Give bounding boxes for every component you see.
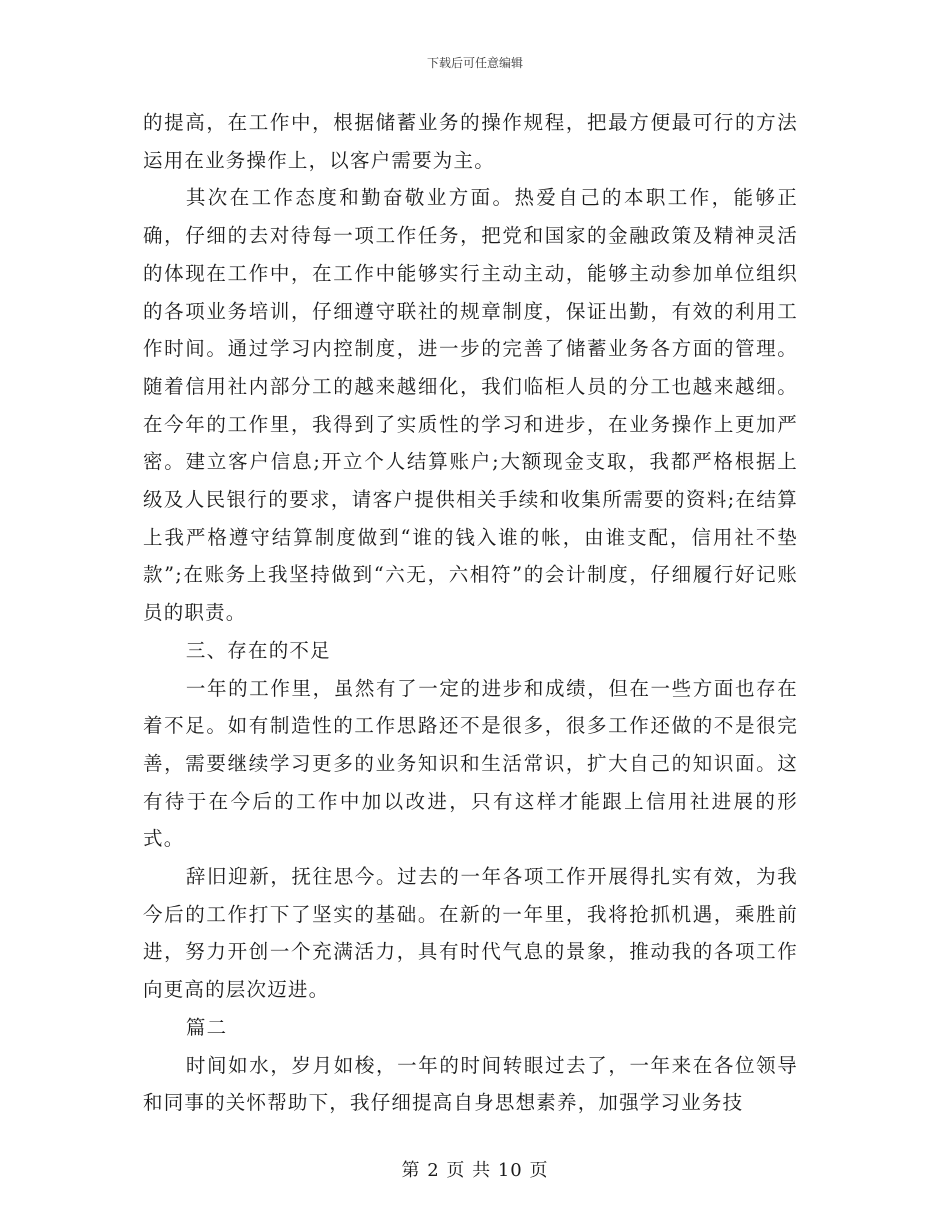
- page-footer: 第 2 页 共 10 页: [401, 1160, 549, 1181]
- document-body: [143, 104, 798, 1122]
- section-heading-shortcomings: 三、存在的不足: [185, 638, 331, 662]
- page-header: 下载后可任意编辑: [426, 56, 523, 70]
- paragraph-shortcomings: 一年的工作里，虽然有了一定的进步和成绩，但在一些方面也存在着不足。如有制造性的工作思路还不是很多，很多工作还做的不是很完善，需要继续学习更多的业务知识和生活常识，扩大自己的知识面。这有待于在今后的工作中加以改进，只有这样才能跟上信用社进展的形式。: [143, 676, 798, 851]
- paragraph-part-two-intro: 时间如水，岁月如梭，一年的时间转眼过去了，一年来在各位领导和同事的关怀帮助下，我仔细提高自身思想素养，加强学习业务技: [143, 1053, 798, 1115]
- paragraph-work-attitude: 其次在工作态度和勤奋敬业方面。热爱自己的本职工作，能够正确，仔细的去对待每一项工作任务，把党和国家的金融政策及精神灵活的体现在工作中，在工作中能够实行主动主动，能够主动参加单位组织的各项业务培训，仔细遵守联社的规章制度，保证出勤，有效的利用工作时间。通过学习内控制度，进一步的完善了储蓄业务各方面的管理。随着信用社内部分工的越来越细化，我们临柜人员的分工也越来越细。在今年的工作里，我得到了实质性的学习和进步，在业务操作上更加严密。建立客户信息;开立个人结算账户;大额现金支取，我都严格根据上级及人民银行的要求，请客户提供相关手续和收集所需要的资料;在结算上我严格遵守结算制度做到“谁的钱入谁的帐，由谁支配，信用社不垫款”;在账务上我坚持做到“六无，六相符”的会计制度，仔细履行好记账员的职责。: [143, 186, 798, 625]
- paragraph-continued: 的提高，在工作中，根据储蓄业务的操作规程，把最方便最可行的方法运用在业务操作上，以客户需要为主。: [143, 111, 798, 172]
- section-heading-part-two: 篇二: [185, 1015, 228, 1039]
- paragraph-outlook: 辞旧迎新，抚往思今。过去的一年各项工作开展得扎实有效，为我今后的工作打下了坚实的基础。在新的一年里，我将抢抓机遇，乘胜前进，努力开创一个充满活力，具有时代气息的景象，推动我的各项工作向更高的层次迈进。: [143, 865, 798, 1002]
